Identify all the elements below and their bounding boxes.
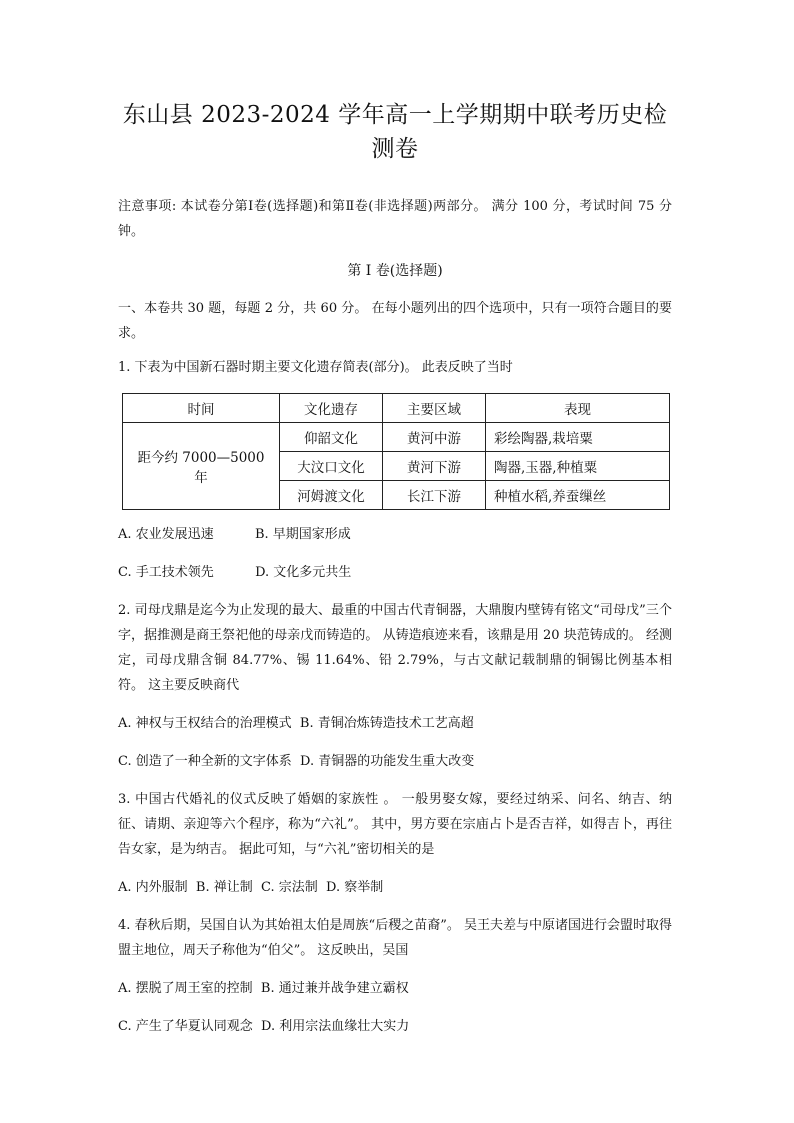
question-4-options-row-2 [118,1014,672,1039]
option-a: A. 内外服制 [118,880,188,895]
option-d: D. 察举制 [326,880,384,895]
section-title: 第 Ⅰ 卷(选择题) [347,263,443,279]
table-cell: 黄河下游 [383,452,486,481]
exam-notice: 注意事项: 本试卷分第Ⅰ卷(选择题)和第Ⅱ卷(非选择题)两部分。 满分 100 分，考试时间 75 分钟。 [118,199,672,239]
section-instructions: 一、本卷共 30 题，每题 2 分，共 60 分。 在每小题列出的四个选项中，只有一项符合题目的要求。 [118,301,672,341]
option-a: A. 农业发展迅速 [118,527,214,542]
exam-title: 东山县 2023-2024 学年高一上学期期中联考历史检测卷 [122,102,668,162]
table-header-row [123,394,670,423]
question-3-stem: 3. 中国古代婚礼的仪式反映了婚姻的家族性 。 一般男娶女嫁，要经过纳采、问名、纳吉、纳征、请期、亲迎等六个程序，称为“六礼”。 其中，男方要在宗庙占卜是否吉祥，如得吉卜，再往告女家，是为纳吉。 据此可知，与“六礼”密切相关的是 [118,792,672,857]
option-c: C. 手工技术领先 [118,565,214,580]
table-cell: 大汶口文化 [280,452,383,481]
question-1-options-row-1 [118,522,672,547]
culture-table [122,393,670,510]
table-cell-period: 距今约 7000—5000 年 [123,423,280,510]
option-a: A. 摆脱了周王室的控制 [118,981,253,996]
table-cell: 河姆渡文化 [280,481,383,510]
table-cell: 长江下游 [383,481,486,510]
table-header-feature: 表现 [486,394,670,423]
option-c: C. 产生了华夏认同观念 [118,1019,253,1034]
option-c: C. 宗法制 [261,880,318,895]
table-cell: 陶器,玉器,种植粟 [486,452,670,481]
table-cell: 黄河中游 [383,423,486,452]
table-cell: 仰韶文化 [280,423,383,452]
table-row [123,423,670,452]
table-header-region: 主要区域 [383,394,486,423]
option-d: D. 青铜器的功能发生重大改变 [300,754,475,769]
question-4-options-row-1 [118,976,672,1001]
table-header-time: 时间 [123,394,280,423]
option-c: C. 创造了一种全新的文字体系 [118,754,292,769]
table-header-culture: 文化遗存 [280,394,383,423]
question-2-options-row-2 [118,749,672,774]
option-b: B. 禅让制 [195,880,253,895]
option-b: B. 青铜冶炼铸造技术工艺高超 [299,716,474,731]
question-2-options-row-1 [118,711,672,736]
question-2-stem: 2. 司母戊鼎是迄今为止发现的最大、最重的中国古代青铜器，大鼎腹内壁铸有铭文“司母戊”三个字，据推测是商王祭祀他的母亲戊而铸造的。 从铸造痕迹来看，该鼎是用 20 块范铸成的。 经测定，司母戊鼎含铜 84.77%、锡 11.64%、铅 2.79%，与古文献记载制鼎的铜锡比例基本相符。 这主要反映商代 [118,603,672,693]
question-1-options-row-2 [118,560,672,585]
option-b: B. 早期国家形成 [254,527,351,542]
option-d: D. 文化多元共生 [255,565,352,580]
question-1-stem: 1. 下表为中国新石器时期主要文化遗存简表(部分)。 此表反映了当时 [118,360,513,375]
option-b: B. 通过兼并战争建立霸权 [260,981,409,996]
question-3-options [118,875,672,900]
table-cell: 彩绘陶器,栽培粟 [486,423,670,452]
question-4-stem: 4. 春秋后期，吴国自认为其始祖太伯是周族“后稷之苗裔”。 吴王夫差与中原诸国进行会盟时取得盟主地位，周天子称他为“伯父”。 这反映出，吴国 [118,918,672,958]
option-a: A. 神权与王权结合的治理模式 [118,716,292,731]
option-d: D. 利用宗法血缘壮大实力 [261,1019,410,1034]
table-cell: 种植水稻,养蚕缫丝 [486,481,670,510]
